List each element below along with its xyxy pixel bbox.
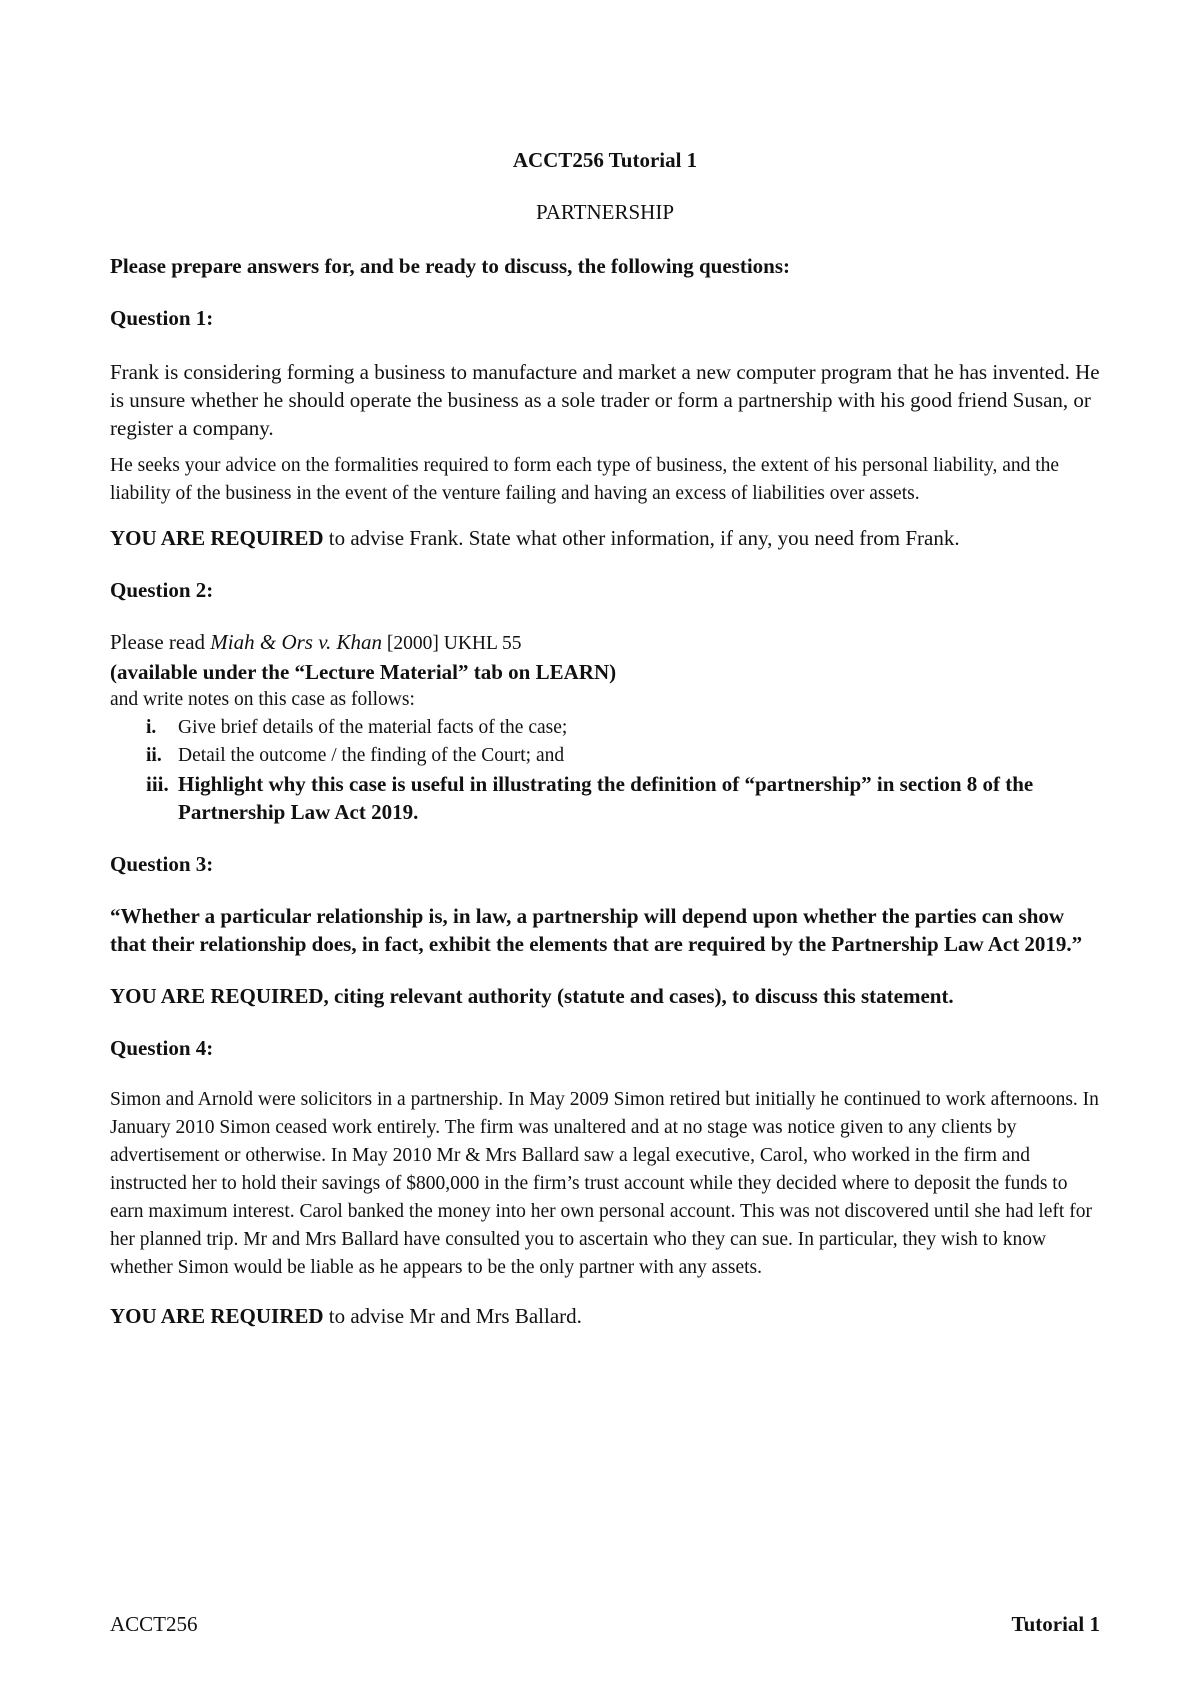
document-body (110, 146, 1100, 1330)
case-name: Miah & Ors v. Khan (210, 630, 382, 654)
list-item-text: Highlight why this case is useful in illustrating the definition of “partnership” in section 8 of the Partnership Law Act 2019. (178, 772, 1034, 824)
required-rest: to advise Mr and Mrs Ballard. (323, 1304, 582, 1328)
question-1-requirement (110, 524, 1100, 552)
document-subtitle: PARTNERSHIP (535, 200, 674, 224)
list-item (110, 770, 1100, 826)
read-prefix: Please read (110, 630, 211, 654)
required-rest: to advise Frank. State what other information, if any, you need from Frank. (323, 526, 960, 550)
footer-tutorial-label: Tutorial 1 (1011, 1612, 1100, 1636)
list-item-number: i. (146, 717, 157, 738)
list-item-number: iii. (146, 772, 169, 796)
intro-instruction: Please prepare answers for, and be ready to discuss, the following questions: (110, 254, 791, 278)
required-lead: YOU ARE REQUIRED (110, 526, 324, 550)
question-3-requirement (110, 982, 1100, 1010)
question-2-availability: (available under the “Lecture Material” tab on LEARN) (110, 660, 617, 684)
question-2-instruction: and write notes on this case as follows: (110, 689, 415, 710)
question-2-heading: Question 2: (110, 578, 214, 602)
question-3-heading: Question 3: (110, 852, 214, 876)
question-4-heading: Question 4: (110, 1036, 214, 1060)
list-item-number: ii. (146, 745, 162, 766)
question-2-case-line (110, 628, 1100, 658)
question-1-paragraph-2: He seeks your advice on the formalities required to form each type of business, the extent of his personal liability, and the liability of the business in the event of the venture failing and having an excess of liabilities over assets. (110, 455, 1060, 504)
question-2-list (110, 714, 1100, 826)
list-item-text: Give brief details of the material facts of the case; (178, 717, 568, 738)
question-4-requirement (110, 1302, 1100, 1330)
question-4-paragraph: Simon and Arnold were solicitors in a partnership. In May 2009 Simon retired but initially he continued to work afternoons. In January 2010 Simon ceased work entirely. The firm was unaltered and at no stage was notice given to any clients by advertisement or otherwise. In May 2010 Mr & Mrs Ballard saw a legal executive, Carol, who worked in the firm and instructed her to hold their savings of $800,000 in the firm’s trust account while they decided where to deposit the funds to earn maximum interest. Carol banked the money into her own personal account. This was not discovered until she had left for her planned trip. Mr and Mrs Ballard have consulted you to ascertain who they can sue. In particular, they wish to know whether Simon would be liable as he appears to be the only partner with any assets. (110, 1089, 1099, 1278)
case-citation: [2000] UKHL 55 (382, 633, 522, 654)
list-item-text: Detail the outcome / the finding of the Court; and (178, 745, 565, 766)
list-item (110, 714, 1100, 742)
required-rest: citing relevant authority (statute and cases), to discuss this statement. (328, 984, 954, 1008)
required-lead: YOU ARE REQUIRED (110, 1304, 324, 1328)
document-title: ACCT256 Tutorial 1 (512, 148, 698, 172)
list-item (110, 742, 1100, 770)
footer-course-code: ACCT256 (110, 1612, 198, 1636)
question-3-quote: “Whether a particular relationship is, in law, a partnership will depend upon whether the parties can show that their relationship does, in fact, exhibit the elements that are required by the Partnership Law Act 2019.” (110, 904, 1083, 956)
required-lead: YOU ARE REQUIRED, (110, 984, 329, 1008)
question-1-heading: Question 1: (110, 306, 214, 330)
question-1-paragraph-1: Frank is considering forming a business to manufacture and market a new computer program that he has invented. He is unsure whether he should operate the business as a sole trader or form a partnership with his good friend Susan, or register a company. (110, 360, 1100, 440)
